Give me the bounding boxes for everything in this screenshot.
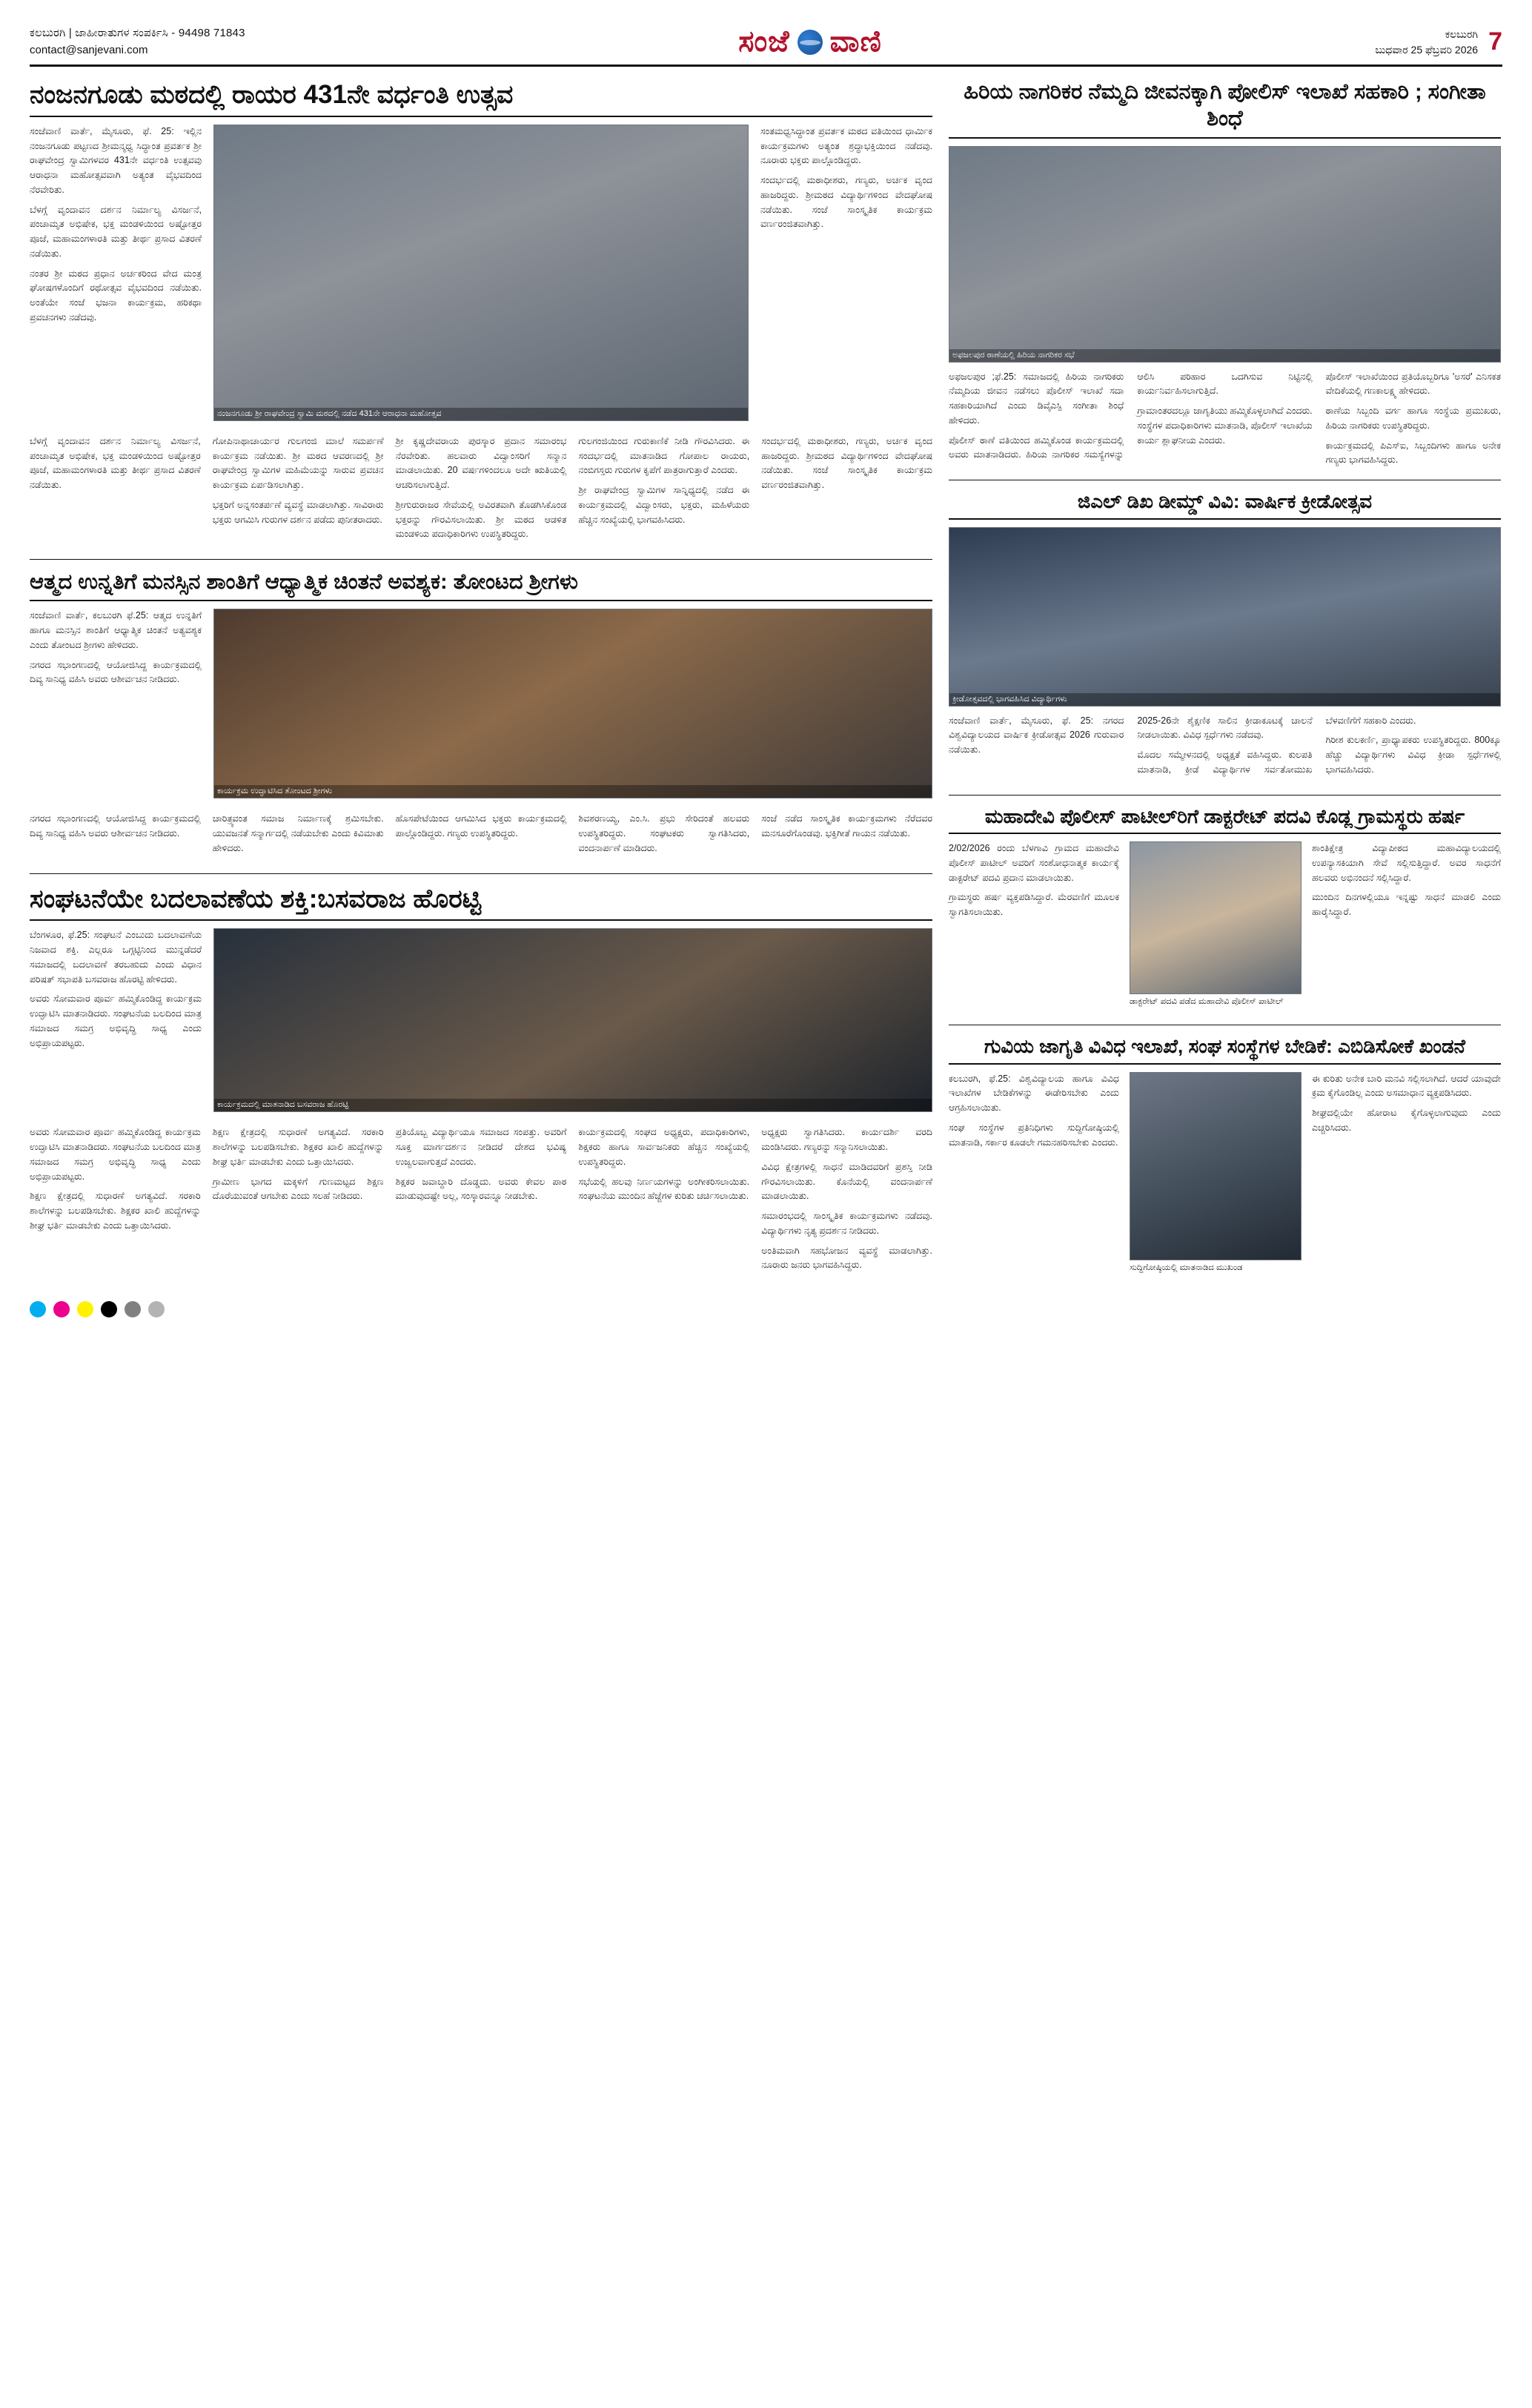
- story-tontadarya-col5: ಸಂಜೆ ನಡೆದ ಸಾಂಸ್ಕೃತಿಕ ಕಾರ್ಯಕ್ರಮಗಳು ನೆರೆದವರ ಮನಸೂರೆಗೊಂಡವು. ಭಕ್ತಿಗೀತೆ ಗಾಯನ ನಡೆಯಿತು.: [761, 813, 932, 838]
- story-tontadarya-col4: ಶಿವಶರಣಯ್ಯ, ಎಂ.ಸಿ. ಪ್ರಭು ಸೇರಿದಂತೆ ಹಲವರು ಉಪಸ್ಥಿತರಿದ್ದರು. ಸಂಘಟಕರು ಸ್ವಾಗತಿಸಿದರು, ವಂದನಾರ್ಪಣೆ ಮಾಡಿದರು.: [578, 813, 750, 853]
- story-tontadarya-photo-caption: ಕಾರ್ಯಕ್ರಮ ಉದ್ಘಾಟಿಸಿದ ತೋಂಟದ ಶ್ರೀಗಳು: [214, 785, 932, 798]
- page-content: [30, 67, 1502, 1291]
- story-basavaraj-photo: [213, 928, 932, 1112]
- story-nanjangud-col1: ಸಂಜೆವಾಣಿ ವಾರ್ತೆ, ಮೈಸೂರು, ಫೆ. 25: ಇಲ್ಲಿನ ನಂಜನಗೂಡು ಪಟ್ಟಣದ ಶ್ರೀಮನ್ಮಧ್ವ ಸಿದ್ಧಾಂತ ಪ್ರವರ್ತಕ ಶ್ರೀ ರಾಘವೇಂದ್ರ ಸ್ವಾಮಿಗಳವರ 431ನೇ ವರ್ಧಂತಿ ಉತ್ಸವವು ಆರಾಧನಾ ಮಹೋತ್ಸವವಾಗಿ ಅತ್ಯಂತ ವೈಭವದಿಂದ ನೆರವೇರಿತು. ಬೆಳಗ್ಗೆ ವೃಂದಾವನ ದರ್ಶನ ನಿರ್ಮಾಲ್ಯ ವಿಸರ್ಜನೆ, ಪಂಚಾಮೃತ ಅಭಿಷೇಕ, ಭಕ್ತ ಮಂಡಳಿಯಿಂದ ಅಷ್ಟೋತ್ತರ ಪೂಜೆ, ಮಹಾಮಂಗಳಾರತಿ ಮತ್ತು ತೀರ್ಥ ಪ್ರಸಾದ ವಿತರಣೆ ನಡೆಯಿತು. ನಂತರ ಶ್ರೀ ಮಠದ ಪ್ರಧಾನ ಅರ್ಚಕರಿಂದ ವೇದ ಮಂತ್ರ ಘೋಷಗಳೊಂದಿಗೆ ರಥೋತ್ಸವ ವೈಭವದಿಂದ ನಡೆಯಿತು. ಅಂತೆಯೇ ಸಂಜೆ ಭಜನಾ ಕಾರ್ಯಕ್ರಮ, ಹರಿಕಥಾ ಪ್ರವಚನಗಳು ನಡೆದವು.: [30, 125, 202, 322]
- story-glbajaj-photo-caption: ಕ್ರೀಡೋತ್ಸವದಲ್ಲಿ ಭಾಗವಹಿಸಿದ ವಿದ್ಯಾರ್ಥಿಗಳು: [949, 693, 1500, 706]
- color-registration-marks: [30, 1301, 1502, 1317]
- dot-yellow: [77, 1301, 93, 1317]
- masthead-title-1: ಸಂಜೆ: [738, 25, 790, 58]
- story-tontadarya-col1b: ನಗರದ ಸಭಾಂಗಣದಲ್ಲಿ ಆಯೋಜಿಸಿದ್ದ ಕಾರ್ಯಕ್ರಮದಲ್ಲಿ ದಿವ್ಯ ಸಾನಿಧ್ಯ ವಹಿಸಿ ಅವರು ಆಶೀರ್ವಚನ ನೀಡಿದರು.: [30, 813, 201, 838]
- story-guvi-col1: ಕಲಬುರಗಿ, ಫೆ.25: ವಿಶ್ವವಿದ್ಯಾಲಯ ಹಾಗೂ ವಿವಿಧ ಇಲಾಖೆಗಳ ಬೇಡಿಕೆಗಳನ್ನು ಈಡೇರಿಸಬೇಕು ಎಂದು ಆಗ್ರಹಿಸಲಾಯಿತು. ಸಂಘ ಸಂಸ್ಥೆಗಳ ಪ್ರತಿನಿಧಿಗಳು ಸುದ್ದಿಗೋಷ್ಠಿಯಲ್ಲಿ ಮಾತನಾಡಿ, ಸರ್ಕಾರ ಕೂಡಲೇ ಗಮನಹರಿಸಬೇಕು ಎಂದರು.: [949, 1073, 1119, 1148]
- story-mahadevi-photo: [1130, 841, 1301, 994]
- story-tontadarya-col2: ಚಾರಿತ್ರ್ಯವಂತ ಸಮಾಜ ನಿರ್ಮಾಣಕ್ಕೆ ಶ್ರಮಿಸಬೇಕು. ಯುವಜನತೆ ಸನ್ಮಾರ್ಗದಲ್ಲಿ ನಡೆಯಬೇಕು ಎಂದು ಕಿವಿಮಾತು ಹೇಳಿದರು.: [212, 813, 384, 853]
- masthead-contact-line: ಕಲಬುರಗಿ | ಜಾಹೀರಾತುಗಳ ಸಂಪರ್ಕಿಸಿ - 94498 71843: [30, 27, 245, 39]
- story-nanjangud-headline: ನಂಜನಗೂಡು ಮಠದಲ್ಲಿ ರಾಯರ 431ನೇ ವರ್ಧಂತಿ ಉತ್ಸವ: [30, 79, 932, 117]
- story-nanjangud-col1b: ಬೆಳಗ್ಗೆ ವೃಂದಾವನ ದರ್ಶನ ನಿರ್ಮಾಲ್ಯ ವಿಸರ್ಜನೆ, ಪಂಚಾಮೃತ ಅಭಿಷೇಕ, ಭಕ್ತ ಮಂಡಳಿಯಿಂದ ಅಷ್ಟೋತ್ತರ ಪೂಜೆ, ಮಹಾಮಂಗಳಾರತಿ ಮತ್ತು ತೀರ್ಥ ಪ್ರಸಾದ ವಿತರಣೆ ನಡೆಯಿತು.: [30, 435, 201, 490]
- story-tontadarya-col1: ಸಂಜೆವಾಣಿ ವಾರ್ತೆ, ಕಲಬುರಗಿ ಫೆ.25: ಆತ್ಮದ ಉನ್ನತಿಗೆ ಹಾಗೂ ಮನಸ್ಸಿನ ಶಾಂತಿಗೆ ಆಧ್ಯಾತ್ಮಿಕ ಚಿಂತನೆ ಅತ್ಯವಶ್ಯಕ ಎಂದು ತೋಂಟದ ಶ್ರೀಗಳು ಹೇಳಿದರು. ನಗರದ ಸಭಾಂಗಣದಲ್ಲಿ ಆಯೋಜಿಸಿದ್ದ ಕಾರ್ಯಕ್ರಮದಲ್ಲಿ ದಿವ್ಯ ಸಾನಿಧ್ಯ ವಹಿಸಿ ಅವರು ಆಶೀರ್ವಚನ ನೀಡಿದರು.: [30, 610, 202, 685]
- story-guvi: [949, 1034, 1501, 1279]
- dot-magenta: [53, 1301, 70, 1317]
- story-tontadarya-col3: ಹೊಸಪೇಟೆಯಿಂದ ಆಗಮಿಸಿದ ಭಕ್ತರು ಕಾರ್ಯಕ್ರಮದಲ್ಲಿ ಪಾಲ್ಗೊಂಡಿದ್ದರು. ಗಣ್ಯರು ಉಪಸ್ಥಿತರಿದ್ದರು.: [395, 813, 567, 838]
- story-basavaraj-col1b: ಅವರು ಸೋಮವಾರ ಪೂರ್ವ ಹಮ್ಮಿಕೊಂಡಿದ್ದ ಕಾರ್ಯಕ್ರಮ ಉದ್ಘಾಟಿಸಿ ಮಾತನಾಡಿದರು. ಸಂಘಟನೆಯ ಬಲದಿಂದ ಮಾತ್ರ ಸಮಾಜದ ಸಮಗ್ರ ಅಭಿವೃದ್ಧಿ ಸಾಧ್ಯ ಎಂದು ಅಭಿಪ್ರಾಯಪಟ್ಟರು. ಶಿಕ್ಷಣ ಕ್ಷೇತ್ರದಲ್ಲಿ ಸುಧಾರಣೆ ಅಗತ್ಯವಿದೆ. ಸರಕಾರಿ ಶಾಲೆಗಳನ್ನು ಬಲಪಡಿಸಬೇಕು. ಶಿಕ್ಷಕರ ಖಾಲಿ ಹುದ್ದೆಗಳನ್ನು ಶೀಘ್ರ ಭರ್ತಿ ಮಾಡಬೇಕು ಎಂದು ಒತ್ತಾಯಿಸಿದರು.: [30, 1127, 201, 1231]
- story-basavaraj-col5: ಅಧ್ಯಕ್ಷರು ಸ್ವಾಗತಿಸಿದರು. ಕಾರ್ಯದರ್ಶಿ ವರದಿ ಮಂಡಿಸಿದರು. ಗಣ್ಯರನ್ನು ಸನ್ಮಾನಿಸಲಾಯಿತು. ವಿವಿಧ ಕ್ಷೇತ್ರಗಳಲ್ಲಿ ಸಾಧನೆ ಮಾಡಿದವರಿಗೆ ಪ್ರಶಸ್ತಿ ನೀಡಿ ಗೌರವಿಸಲಾಯಿತು. ಕೊನೆಯಲ್ಲಿ ವಂದನಾರ್ಪಣೆ ಮಾಡಲಾಯಿತು. ಸಮಾರಂಭದಲ್ಲಿ ಸಾಂಸ್ಕೃತಿಕ ಕಾರ್ಯಕ್ರಮಗಳು ನಡೆದವು. ವಿದ್ಯಾರ್ಥಿಗಳು ನೃತ್ಯ ಪ್ರದರ್ಶನ ನೀಡಿದರು. ಅಂತಿಮವಾಗಿ ಸಹಭೋಜನ ವ್ಯವಸ್ಥೆ ಮಾಡಲಾಗಿತ್ತು. ನೂರಾರು ಜನರು ಭಾಗವಹಿಸಿದ್ದರು.: [761, 1127, 932, 1271]
- story-basavaraj-col1: ಬೆಂಗಳೂರ, ಫೆ.25: ಸಂಘಟನೆ ಎಂಬುದು ಬದಲಾವಣೆಯ ನಿಜವಾದ ಶಕ್ತಿ. ಎಲ್ಲರೂ ಒಗ್ಗಟ್ಟಿನಿಂದ ಮುನ್ನಡೆದರೆ ಸಮಾಜದಲ್ಲಿ ಬದಲಾವಣೆ ತರಬಹುದು ಎಂದು ವಿಧಾನ ಪರಿಷತ್ ಸಭಾಪತಿ ಬಸವರಾಜ ಹೊರಟ್ಟಿ ಹೇಳಿದರು. ಅವರು ಸೋಮವಾರ ಪೂರ್ವ ಹಮ್ಮಿಕೊಂಡಿದ್ದ ಕಾರ್ಯಕ್ರಮ ಉದ್ಘಾಟಿಸಿ ಮಾತನಾಡಿದರು. ಸಂಘಟನೆಯ ಬಲದಿಂದ ಮಾತ್ರ ಸಮಾಜದ ಸಮಗ್ರ ಅಭಿವೃದ್ಧಿ ಸಾಧ್ಯ ಎಂದು ಅಭಿಪ್ರಾಯಪಟ್ಟರು.: [30, 930, 202, 1048]
- story-nanjangud-photo-caption: ನಂಜನಗೂಡು ಶ್ರೀ ರಾಘವೇಂದ್ರ ಸ್ವಾಮಿ ಮಠದಲ್ಲಿ ನಡೆದ 431ನೇ ಆರಾಧನಾ ಮಹೋತ್ಸವ: [214, 408, 748, 420]
- masthead: [30, 25, 1502, 67]
- globe-icon: [797, 30, 823, 55]
- story-glbajaj-headline: ಜಿಎಲ್ ಡಿಖ ಡೀಮ್ಡ್ ವಿವಿ: ವಾರ್ಷಿಕ ಕ್ರೀಡೋತ್ಸವ: [949, 489, 1501, 520]
- right-column: [949, 79, 1501, 1291]
- story-basavaraj-col4: ಕಾರ್ಯಕ್ರಮದಲ್ಲಿ ಸಂಘದ ಅಧ್ಯಕ್ಷರು, ಪದಾಧಿಕಾರಿಗಳು, ಶಿಕ್ಷಕರು ಹಾಗೂ ಸಾರ್ವಜನಿಕರು ಹೆಚ್ಚಿನ ಸಂಖ್ಯೆಯಲ್ಲಿ ಉಪಸ್ಥಿತರಿದ್ದರು. ಸಭೆಯಲ್ಲಿ ಹಲವು ನಿರ್ಣಯಗಳನ್ನು ಅಂಗೀಕರಿಸಲಾಯಿತು. ಸಂಘಟನೆಯ ಮುಂದಿನ ಹೆಜ್ಜೆಗಳ ಕುರಿತು ಚರ್ಚಿಸಲಾಯಿತು.: [578, 1127, 750, 1202]
- story-guvi-photo-caption: ಸುದ್ದಿಗೋಷ್ಠಿಯಲ್ಲಿ ಮಾತನಾಡಿದ ಮುಖಂಡ: [1130, 1263, 1243, 1272]
- divider: [30, 559, 932, 560]
- dot-black: [101, 1301, 117, 1317]
- masthead-right: [1375, 27, 1502, 58]
- story-nanjangud-col5b: ಸಂದರ್ಭದಲ್ಲಿ ಮಠಾಧೀಶರು, ಗಣ್ಯರು, ಅರ್ಚಕ ವೃಂದ ಹಾಜರಿದ್ದರು. ಶ್ರೀಮಠದ ವಿದ್ಯಾರ್ಥಿಗಳಿಂದ ವೇದಘೋಷ ನಡೆಯಿತು. ಸಂಜೆ ಸಾಂಸ್ಕೃತಿಕ ಕಾರ್ಯಕ್ರಮ ವರ್ಣರಂಜಿತವಾಗಿತ್ತು.: [761, 435, 932, 490]
- story-basavaraj-photo-caption: ಕಾರ್ಯಕ್ರಮದಲ್ಲಿ ಮಾತನಾಡಿದ ಬಸವರಾಜ ಹೊರಟ್ಟಿ: [214, 1099, 932, 1111]
- masthead-date: ಬುಧವಾರ 25 ಫೆಬ್ರವರಿ 2026: [1375, 43, 1479, 56]
- story-police-headline: ಹಿರಿಯ ನಾಗರಿಕರ ನೆಮ್ಮದಿ ಜೀವನಕ್ಕಾಗಿ ಪೋಲಿಸ್ ಇಲಾಖೆ ಸಹಕಾರಿ ; ಸಂಗೀತಾ ಶಿಂಧೆ: [949, 79, 1501, 139]
- story-glbajaj: [949, 489, 1501, 783]
- story-glbajaj-body: ಸಂಜೆವಾಣಿ ವಾರ್ತೆ, ಮೈಸೂರು, ಫೆ. 25: ನಗರದ ವಿಶ್ವವಿದ್ಯಾಲಯದ ವಾರ್ಷಿಕ ಕ್ರೀಡೋತ್ಸವ 2026 ಗುರುವಾರ ನಡೆಯಿತು. 2025-26ನೇ ಶೈಕ್ಷಣಿಕ ಸಾಲಿನ ಕ್ರೀಡಾಕೂಟಕ್ಕೆ ಚಾಲನೆ ನೀಡಲಾಯಿತು. ವಿವಿಧ ಸ್ಪರ್ಧೆಗಳು ನಡೆದವು. ಮೊದಲ ಸಮ್ಮೇಳನದಲ್ಲಿ ಅಧ್ಯಕ್ಷತೆ ವಹಿಸಿದ್ದರು. ಕುಲಪತಿ ಮಾತನಾಡಿ, ಕ್ರೀಡೆ ವಿದ್ಯಾರ್ಥಿಗಳ ಸರ್ವತೋಮುಖ ಬೆಳವಣಿಗೆಗೆ ಸಹಕಾರಿ ಎಂದರು. ಗಿರೀಶ ಕುಲಕರ್ಣಿ, ಪ್ರಾಧ್ಯಾಪಕರು ಉಪಸ್ಥಿತರಿದ್ದರು. 800ಕ್ಕೂ ಹೆಚ್ಚು ವಿದ್ಯಾರ್ಥಿಗಳು ವಿವಿಧ ಕ್ರೀಡಾ ಸ್ಪರ್ಧೆಗಳಲ್ಲಿ ಭಾಗವಹಿಸಿದರು.: [949, 715, 1501, 775]
- story-mahadevi-headline: ಮಹಾದೇವಿ ಪೊಲೀಸ್ ಪಾಟೀಲ್‌ರಿಗೆ ಡಾಕ್ಟರೇಟ್ ಪದವಿ ಕೊಡ್ಲ ಗ್ರಾಮಸ್ಥರು ಹರ್ಷ: [949, 804, 1501, 835]
- story-nanjangud-col3: ಶ್ರೀ ಕೃಷ್ಣದೇವರಾಯ ಪುರಸ್ಕಾರ ಪ್ರದಾನ ಸಮಾರಂಭ ನೆರವೇರಿತು. ಹಲವಾರು ವಿದ್ವಾಂಸರಿಗೆ ಸನ್ಮಾನ ಮಾಡಲಾಯಿತು. 20 ವರ್ಷಗಳಿಂದಲೂ ಅದೇ ಋತಿಯಲ್ಲಿ ಆಚರಿಸಲಾಗುತ್ತಿದೆ. ಶ್ರೀಗುರುರಾಜರ ಸೇವೆಯಲ್ಲಿ ಅವಿರತವಾಗಿ ತೊಡಗಿಸಿಕೊಂಡ ಭಕ್ತರನ್ನು ಗೌರವಿಸಲಾಯಿತು. ಶ್ರೀ ಮಠದ ಆಡಳಿತ ಮಂಡಳಿಯ ಪದಾಧಿಕಾರಿಗಳು ಉಪಸ್ಥಿತರಿದ್ದರು.: [395, 435, 567, 540]
- story-basavaraj-col3: ಪ್ರತಿಯೊಬ್ಬ ವಿದ್ಯಾರ್ಥಿಯೂ ಸಮಾಜದ ಸಂಪತ್ತು. ಅವರಿಗೆ ಸೂಕ್ತ ಮಾರ್ಗದರ್ಶನ ನೀಡಿದರೆ ದೇಶದ ಭವಿಷ್ಯ ಉಜ್ವಲವಾಗುತ್ತದೆ ಎಂದರು. ಶಿಕ್ಷಕರ ಜವಾಬ್ದಾರಿ ದೊಡ್ಡದು. ಅವರು ಕೇವಲ ಪಾಠ ಮಾಡುವುದಷ್ಟೇ ಅಲ್ಲ, ಸಂಸ್ಕಾರವನ್ನೂ ನೀಡಬೇಕು.: [395, 1127, 567, 1202]
- story-police-body: ಅಫಜಲಪುರ ;ಫೆ.25: ಸಮಾಜದಲ್ಲಿ ಹಿರಿಯ ನಾಗರಿಕರು ನೆಮ್ಮದಿಯ ಜೀವನ ನಡೆಸಲು ಪೊಲೀಸ್ ಇಲಾಖೆ ಸದಾ ಸಹಕಾರಿಯಾಗಿದೆ ಎಂದು ಡಿವೈಎಸ್ಪಿ ಸಂಗೀತಾ ಶಿಂಧೆ ಹೇಳಿದರು. ಪೊಲೀಸ್ ಠಾಣೆ ವತಿಯಿಂದ ಹಮ್ಮಿಕೊಂಡ ಕಾರ್ಯಕ್ರಮದಲ್ಲಿ ಅವರು ಮಾತನಾಡಿದರು. ಹಿರಿಯ ನಾಗರಿಕರ ಸಮಸ್ಯೆಗಳನ್ನು ಆಲಿಸಿ ಪರಿಹಾರ ಒದಗಿಸುವ ನಿಟ್ಟಿನಲ್ಲಿ ಕಾರ್ಯನಿರ್ವಹಿಸಲಾಗುತ್ತಿದೆ. ಗ್ರಾಮಾಂತರದಲ್ಲೂ ಜಾಗೃತಿಯು ಹಮ್ಮಿಕೊಳ್ಳಲಾಗಿದೆ ಎಂದರು. ಸಂಸ್ಥೆಗಳ ಪದಾಧಿಕಾರಿಗಳು ಮಾತನಾಡಿ, ಪೊಲೀಸ್ ಇಲಾಖೆಯ ಕಾರ್ಯ ಶ್ಲಾಘನೀಯ ಎಂದರು. ಪೊಲೀಸ್ ಇಲಾಖೆಯಿಂದ ಪ್ರತಿಯೊಬ್ಬರಿಗೂ 'ಅಸರೆ' ಎನಿಸಕತ ವೇದಿಕೆಯಲ್ಲಿ ಗಣಕಾಲಕ್ಷ್ಮ ಹೇಳಿದರು. ಠಾಣೆಯ ಸಿಬ್ಬಂದಿ ವರ್ಗ ಹಾಗೂ ಸಂಸ್ಥೆಯ ಪ್ರಮುಖರು, ಹಿರಿಯ ನಾಗರಿಕರು ಉಪಸ್ಥಿತರಿದ್ದರು. ಕಾರ್ಯಕ್ರಮದಲ್ಲಿ ಪಿಎಸ್ಐ, ಸಿಬ್ಬಂದಿಗಳು ಹಾಗೂ ಅನೇಕ ಗಣ್ಯರು ಭಾಗವಹಿಸಿದ್ದರು.: [949, 371, 1501, 466]
- dot-gray: [125, 1301, 141, 1317]
- story-basavaraj-headline: ಸಂಘಟನೆಯೇ ಬದಲಾವಣೆಯ ಶಕ್ತಿ:ಬಸವರಾಜ ಹೊರಟ್ಟಿ: [30, 883, 932, 922]
- masthead-edition: ಕಲಬುರಗಿ: [1445, 27, 1479, 40]
- masthead-email: contact@sanjevani.com: [30, 43, 148, 56]
- story-mahadevi-photo-caption: ಡಾಕ್ಟರೇಟ್ ಪದವಿ ಪಡೆದ ಮಹಾದೇವಿ ಪೊಲೀಸ್ ಪಾಟೀಲ್: [1130, 997, 1284, 1006]
- story-tontadarya-headline: ಆತ್ಮದ ಉನ್ನತಿಗೆ ಮನಸ್ಸಿನ ಶಾಂತಿಗೆ ಆಧ್ಯಾತ್ಮಿಕ ಚಿಂತನೆ ಅವಶ್ಯಕ: ತೋಂಟದ ಶ್ರೀಗಳು: [30, 569, 932, 601]
- story-tontadarya: [30, 569, 932, 861]
- masthead-title-2: ವಾಣಿ: [829, 25, 882, 58]
- dot-cyan: [30, 1301, 46, 1317]
- story-police-photo-caption: ಅಫಜಲಪುರ ಠಾಣೆಯಲ್ಲಿ ಹಿರಿಯ ನಾಗರಿಕರ ಸಭೆ: [949, 349, 1500, 362]
- story-nanjangud-col2: ಗೋಪಿನಾಥಾಚಾರ್ಯರ ಗುಲಗಂಜಿ ಮಾಲೆ ಸಮರ್ಪಣೆ ಕಾರ್ಯಕ್ರಮ ನಡೆಯಿತು. ಶ್ರೀ ಮಠದ ಆವರಣದಲ್ಲಿ ಶ್ರೀ ರಾಘವೇಂದ್ರ ಸ್ವಾಮಿಗಳ ಮಹಿಮೆಯನ್ನು ಸಾರುವ ಪ್ರವಚನ ಕಾರ್ಯಕ್ರಮ ಏರ್ಪಡಿಸಲಾಗಿತ್ತು. ಭಕ್ತರಿಗೆ ಅನ್ನಸಂತರ್ಪಣೆ ವ್ಯವಸ್ಥೆ ಮಾಡಲಾಗಿತ್ತು. ಸಾವಿರಾರು ಭಕ್ತರು ಆಗಮಿಸಿ ಗುರುಗಳ ದರ್ಶನ ಪಡೆದು ಪುನೀತರಾದರು.: [212, 435, 384, 525]
- story-nanjangud: [30, 79, 932, 547]
- divider: [949, 795, 1501, 796]
- divider: [30, 873, 932, 874]
- story-guvi-headline: ಗುವಿಯ ಜಾಗೃತಿ ವಿವಿಧ ಇಲಾಖೆ, ಸಂಘ ಸಂಸ್ಥೆಗಳ ಬೇಡಿಕೆ: ಎಬಿಡಿಸೋಕೆ ಖಂಡನೆ: [949, 1034, 1501, 1065]
- story-tontadarya-photo: [213, 609, 932, 798]
- masthead-logo: [738, 25, 882, 59]
- page-number: 7: [1488, 27, 1502, 56]
- story-police-photo: [949, 146, 1501, 363]
- story-police: [949, 79, 1501, 468]
- story-mahadevi-col2: ಶಾಂತಿಕ್ಷೇತ್ರ ವಿದ್ಯಾಪೀಠದ ಮಹಾವಿದ್ಯಾಲಯದಲ್ಲಿ ಉಪನ್ಯಾಸಕಿಯಾಗಿ ಸೇವೆ ಸಲ್ಲಿಸುತ್ತಿದ್ದಾರೆ. ಅವರ ಸಾಧನೆಗೆ ಹಲವರು ಅಭಿನಂದನೆ ಸಲ್ಲಿಸಿದ್ದಾರೆ. ಮುಂದಿನ ದಿನಗಳಲ್ಲಿಯೂ ಇನ್ನಷ್ಟು ಸಾಧನೆ ಮಾಡಲಿ ಎಂದು ಹಾರೈಸಿದ್ದಾರೆ.: [1312, 843, 1501, 917]
- story-guvi-photo: [1130, 1072, 1301, 1260]
- story-mahadevi-col1: 2/02/2026 ರಂದು ಬೆಳಗಾವಿ ಗ್ರಾಮದ ಮಹಾದೇವಿ ಪೊಲೀಸ್ ಪಾಟೀಲ್ ಅವರಿಗೆ ಸಂಶೋಧನಾತ್ಮಕ ಕಾರ್ಯಕ್ಕೆ ಡಾಕ್ಟರೇಟ್ ಪದವಿ ಪ್ರದಾನ ಮಾಡಲಾಯಿತು. ಗ್ರಾಮಸ್ಥರು ಹರ್ಷ ವ್ಯಕ್ತಪಡಿಸಿದ್ದಾರೆ. ಮೆರವಣಿಗೆ ಮೂಲಕ ಸ್ವಾಗತಿಸಲಾಯಿತು.: [949, 843, 1119, 917]
- story-glbajaj-photo: [949, 527, 1501, 707]
- left-column: [30, 79, 932, 1291]
- story-basavaraj: [30, 883, 932, 1279]
- story-nanjangud-photo: [213, 125, 749, 421]
- story-guvi-col2: ಈ ಕುರಿತು ಅನೇಕ ಬಾರಿ ಮನವಿ ಸಲ್ಲಿಸಲಾಗಿದೆ. ಆದರೆ ಯಾವುದೇ ಕ್ರಮ ಕೈಗೊಂಡಿಲ್ಲ ಎಂದು ಅಸಮಾಧಾನ ವ್ಯಕ್ತಪಡಿಸಿದರು. ಶೀಘ್ರದಲ್ಲಿಯೇ ಹೋರಾಟ ಕೈಗೊಳ್ಳಲಾಗುವುದು ಎಂದು ಎಚ್ಚರಿಸಿದರು.: [1312, 1073, 1501, 1133]
- story-basavaraj-col2: ಶಿಕ್ಷಣ ಕ್ಷೇತ್ರದಲ್ಲಿ ಸುಧಾರಣೆ ಅಗತ್ಯವಿದೆ. ಸರಕಾರಿ ಶಾಲೆಗಳನ್ನು ಬಲಪಡಿಸಬೇಕು. ಶಿಕ್ಷಕರ ಖಾಲಿ ಹುದ್ದೆಗಳನ್ನು ಶೀಘ್ರ ಭರ್ತಿ ಮಾಡಬೇಕು ಎಂದು ಒತ್ತಾಯಿಸಿದರು. ಗ್ರಾಮೀಣ ಭಾಗದ ಮಕ್ಕಳಿಗೆ ಗುಣಮಟ್ಟದ ಶಿಕ್ಷಣ ದೊರೆಯುವಂತೆ ಆಗಬೇಕು ಎಂದು ಸಲಹೆ ನೀಡಿದರು.: [212, 1127, 384, 1202]
- story-nanjangud-col5: ಸಂತಮಧ್ವಸಿದ್ಧಾಂತ ಪ್ರವರ್ತಕ ಮಠದ ವತಿಯಿಂದ ಧಾರ್ಮಿಕ ಕಾರ್ಯಕ್ರಮಗಳು ಅತ್ಯಂತ ಶ್ರದ್ಧಾಭಕ್ತಿಯಿಂದ ನಡೆದವು. ನೂರಾರು ಭಕ್ತರು ಪಾಲ್ಗೊಂಡಿದ್ದರು. ಸಂದರ್ಭದಲ್ಲಿ ಮಠಾಧೀಶರು, ಗಣ್ಯರು, ಅರ್ಚಕ ವೃಂದ ಹಾಜರಿದ್ದರು. ಶ್ರೀಮಠದ ವಿದ್ಯಾರ್ಥಿಗಳಿಂದ ವೇದಘೋಷ ನಡೆಯಿತು. ಸಂಜೆ ಸಾಂಸ್ಕೃತಿಕ ಕಾರ್ಯಕ್ರಮ ವರ್ಣರಂಜಿತವಾಗಿತ್ತು.: [760, 125, 932, 230]
- story-mahadevi: [949, 804, 1501, 1013]
- dot-lightgray: [148, 1301, 165, 1317]
- masthead-left: [30, 25, 245, 59]
- story-nanjangud-col4: ಗುಲಗಂಜಿಯಿಂದ ಗುರುಕಾಣಿಕೆ ನೀಡಿ ಗೌರವಿಸಿದರು. ಈ ಸಂದರ್ಭದಲ್ಲಿ ಮಾತನಾಡಿದ ಗೋಪಾಲ ರಾಯರು, ನಂಬಿಗಸ್ತರು ಗುರುಗಳ ಕೃಪೆಗೆ ಪಾತ್ರರಾಗುತ್ತಾರೆ ಎಂದರು. ಶ್ರೀ ರಾಘವೇಂದ್ರ ಸ್ವಾಮಿಗಳ ಸಾನ್ನಿಧ್ಯದಲ್ಲಿ ನಡೆದ ಈ ಕಾರ್ಯಕ್ರಮದಲ್ಲಿ ವಿದ್ವಾಂಸರು, ಭಕ್ತರು, ಮಹಿಳೆಯರು ಹೆಚ್ಚಿನ ಸಂಖ್ಯೆಯಲ್ಲಿ ಭಾಗವಹಿಸಿದರು.: [578, 435, 750, 525]
